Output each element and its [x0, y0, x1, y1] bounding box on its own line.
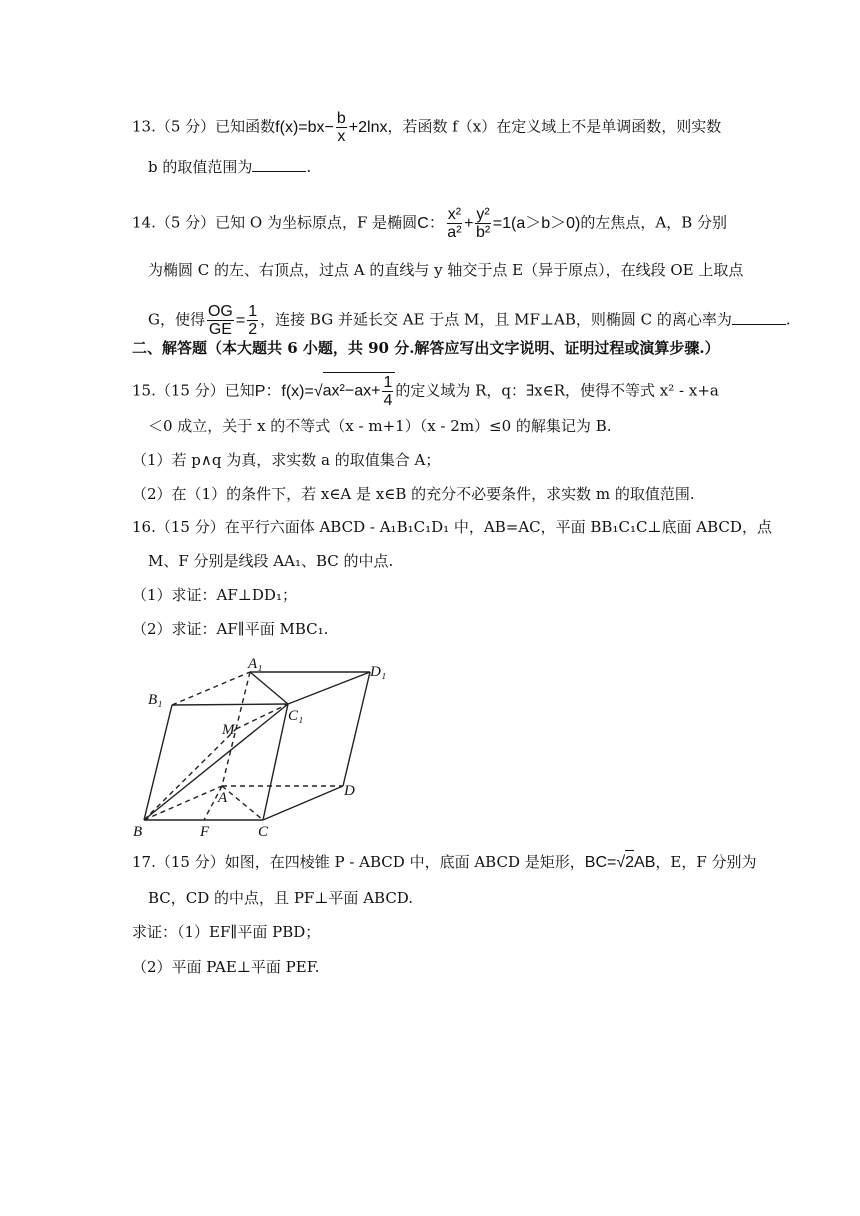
q14-line3 [148, 303, 791, 338]
q17-suffix: ，E，F 分别为 [655, 853, 757, 871]
answer-blank[interactable] [732, 310, 786, 325]
q14-line1 [132, 206, 727, 241]
parallelepiped-figure [130, 652, 400, 842]
q13-fraction [336, 110, 347, 145]
q14-line3-pre: G，使得 [148, 310, 205, 329]
q16-part1: （1）求证：AF⊥DD₁； [132, 586, 297, 604]
q17-line2: BC，CD 的中点，且 PF⊥平面 ABCD. [148, 889, 414, 907]
q15-f-def: f(x)= [281, 382, 314, 400]
q13-suffix: ，若函数 f（x）在定义域上不是单调函数，则实数 [387, 117, 722, 136]
q13-formula-tail: +2lnx [348, 118, 388, 136]
section-heading: 二、解答题（本大题共 6 小题，共 90 分.解答应写出文字说明、证明过程或演算步骤.） [132, 339, 720, 357]
q14-ellipse-tail: =1(a＞b＞0) [492, 214, 581, 232]
edge-d1d [343, 672, 370, 786]
q14-ellipse-label: C： [417, 214, 445, 232]
q13-line1 [132, 110, 721, 145]
q15-suffix: 的定义域为 R，q：∃x∈R，使得不等式 x² - x+a [395, 381, 719, 400]
label-c: C [258, 824, 269, 840]
q14-half-num: 1 [248, 303, 258, 320]
q17-line1 [132, 850, 757, 874]
q13-formula [275, 110, 388, 145]
label-b1: B₁ [148, 692, 163, 708]
q15-part2: （2）在（1）的条件下，若 x∈A 是 x∈B 的充分不必要条件，求实数 m 的取值范围. [132, 485, 695, 503]
q15-radicand-pre: ax²−ax+ [322, 382, 381, 400]
q14-x-num: x² [447, 206, 462, 223]
q14-x-den: a² [447, 224, 462, 241]
edge-ac [222, 786, 263, 820]
q17-bc-pre: BC= [584, 854, 617, 871]
q15-q-num: 1 [383, 374, 393, 391]
q15-q-den: 4 [383, 392, 393, 409]
q17-prefix: 17.（15 分）如图，在四棱锥 P - ABCD 中，底面 ABCD 是矩形， [132, 853, 585, 871]
segment-bm [144, 729, 236, 820]
q14-eq: = [235, 311, 246, 329]
q13-line2 [148, 156, 311, 178]
edge-cd [263, 786, 343, 820]
q15-line2: ＜0 成立，关于 x 的不等式（x - m+1）（x - 2m）≤0 的解集记为 B. [148, 417, 612, 435]
q15-prefix: 15.（15 分）已知 [132, 381, 255, 400]
q14-x-frac [447, 206, 462, 241]
q15-part1: （1）若 p∧q 为真，求实数 a 的取值集合 A； [132, 451, 441, 469]
q14-og-den: GE [208, 321, 232, 338]
q14-og-frac [207, 303, 234, 338]
q15-p-label: P： [254, 382, 282, 400]
q14-y-frac [475, 206, 490, 241]
q15-formula: P：f(x)=√ax²−ax+ $\frac{1}{4}$ [255, 383, 396, 400]
edge-ba [144, 786, 222, 820]
edge-b1c1 [172, 704, 288, 705]
q16-line2: M、F 分别是线段 AA₁、BC 的中点. [148, 552, 394, 570]
q14-half-frac [247, 303, 258, 338]
q16-part2: （2）求证：AF∥平面 MBC₁. [132, 620, 329, 638]
q14-line2 [148, 259, 743, 281]
q17-formula: BC=√2AB [585, 854, 656, 871]
q14-suffix: 的左焦点，A，B 分别 [580, 213, 727, 232]
q17-bc-post: AB [634, 854, 656, 871]
edge-a1c1 [250, 672, 288, 704]
q17-part1: 求证：（1）EF∥平面 PBD； [132, 923, 321, 941]
q14-ellipse: C： $\frac{\text{x²}}{\text{a²}}$ + $\frac{\text{y²}}{\text{b²}}$ =1(a＞b＞0) [417, 206, 581, 241]
q13-formula-head: f(x)=bx− [275, 118, 334, 136]
q15-line1 [132, 372, 719, 409]
q14-og-num: OG [207, 303, 233, 320]
q15-quarter-frac [382, 374, 393, 409]
q16-line1: 16.（15 分）在平行六面体 ABCD - A₁B₁C₁D₁ 中，AB=AC，平面 BB₁C₁C⊥底面 ABCD，点 [132, 518, 772, 536]
q14-half-den: 2 [248, 321, 258, 338]
edge-b1b [144, 705, 172, 820]
label-a1: A₁ [248, 656, 263, 672]
q13-frac-num: b [336, 110, 346, 127]
q14-ratio [205, 303, 260, 338]
label-m: M [222, 722, 235, 738]
edge-b1a1 [172, 672, 250, 705]
label-f: F [200, 824, 210, 840]
q13-frac-den: x [337, 128, 346, 145]
q13-prefix: 13.（5 分）已知函数 [132, 117, 276, 136]
label-a: A [218, 790, 228, 806]
q13-line2-end: . [306, 158, 312, 176]
q14-line3-end: . [785, 310, 791, 329]
q17-part2: （2）平面 PAE⊥平面 PEF. [132, 958, 320, 976]
q14-y-den: b² [475, 224, 491, 241]
q15-radicand [323, 372, 396, 409]
q14-y-num: y² [476, 206, 490, 223]
answer-blank[interactable] [252, 157, 306, 172]
q17-sqrt-val: 2 [625, 850, 634, 874]
q13-line2-text: b 的取值范围为 [148, 158, 253, 176]
label-d1: D₁ [370, 664, 387, 680]
q14-line3-post: ，连接 BG 并延长交 AE 于点 M，且 MF⊥AB，则椭圆 C 的离心率为 [260, 310, 732, 329]
label-c1: C₁ [288, 708, 304, 724]
q14-prefix: 14.（5 分）已知 O 为坐标原点，F 是椭圆 [132, 213, 418, 232]
label-d: D [344, 783, 355, 799]
label-b: B [133, 824, 143, 840]
edge-d1c1 [288, 672, 370, 704]
q14-line2-text: 为椭圆 C 的左、右顶点，过点 A 的直线与 y 轴交于点 E（异于原点），在线段 OE 上取点 [148, 261, 744, 279]
